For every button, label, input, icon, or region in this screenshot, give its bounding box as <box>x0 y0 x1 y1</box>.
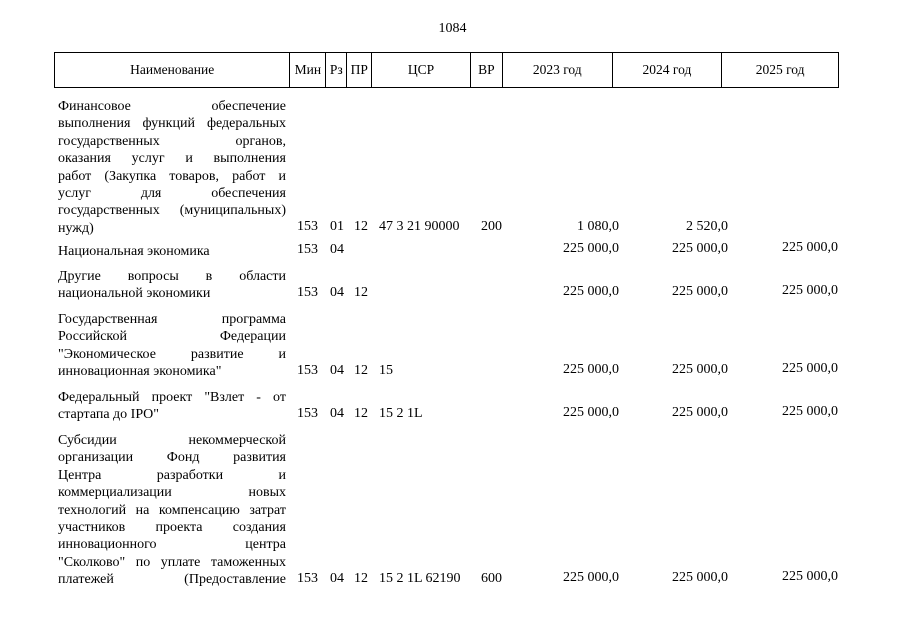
row-2025: 225 000,0 <box>782 404 838 419</box>
header-2023: 2023 год <box>503 53 613 87</box>
row-pr: 12 <box>354 363 368 378</box>
row-2024: 225 000,0 <box>672 241 728 256</box>
header-rz: Рз <box>326 53 347 87</box>
row-name: Финансовое обеспечение выполнения функций федеральных государственных органов, оказания услуг и выполнения работ (Закупка товаров, работ и услуг для обеспечения государственных (муниципальных) нужд) <box>58 99 286 236</box>
row-rz: 04 <box>330 406 344 421</box>
row-2024: 225 000,0 <box>672 284 728 299</box>
row-rz: 04 <box>330 571 344 586</box>
row-2025: 225 000,0 <box>782 240 838 255</box>
row-2023: 225 000,0 <box>563 241 619 256</box>
row-2023: 225 000,0 <box>563 405 619 420</box>
row-2023: 225 000,0 <box>563 570 619 585</box>
header-vr: ВР <box>471 53 503 87</box>
row-name: Государственная программа Российской Федерации "Экономическое развитие и инновационная экономика" <box>58 312 286 380</box>
row-2025: 225 000,0 <box>782 283 838 298</box>
row-2025: 225 000,0 <box>782 361 838 376</box>
row-rz: 01 <box>330 219 344 234</box>
table-row <box>0 268 905 304</box>
table-row <box>0 432 905 592</box>
row-vr: 600 <box>481 571 502 586</box>
row-2023: 1 080,0 <box>577 219 619 234</box>
header-2024: 2024 год <box>613 53 723 87</box>
table-row <box>0 389 905 425</box>
row-name: Другие вопросы в области национальной экономики <box>58 269 286 302</box>
table-header <box>54 52 839 88</box>
header-pr: ПР <box>347 53 372 87</box>
table-row <box>0 311 905 383</box>
row-pr: 12 <box>354 219 368 234</box>
header-csr: ЦСР <box>372 53 471 87</box>
row-csr: 15 2 1L <box>379 406 423 421</box>
row-csr: 15 <box>379 363 393 378</box>
row-2024: 2 520,0 <box>686 219 728 234</box>
row-name: Федеральный проект "Взлет - от стартапа до IPO" <box>58 390 286 423</box>
row-min: 153 <box>297 219 318 234</box>
row-rz: 04 <box>330 285 344 300</box>
table-row <box>0 98 905 238</box>
header-2025: 2025 год <box>755 62 805 77</box>
header-name: Наименование <box>55 53 290 87</box>
row-min: 153 <box>297 242 318 257</box>
header-min: Мин <box>290 53 326 87</box>
row-2023: 225 000,0 <box>563 362 619 377</box>
row-csr: 47 3 21 90000 <box>379 219 460 234</box>
page-number: 1084 <box>438 21 467 36</box>
row-rz: 04 <box>330 242 344 257</box>
row-min: 153 <box>297 571 318 586</box>
row-2023: 225 000,0 <box>563 284 619 299</box>
row-2024: 225 000,0 <box>672 570 728 585</box>
row-pr: 12 <box>354 571 368 586</box>
row-vr: 200 <box>481 219 502 234</box>
row-csr: 15 2 1L 62190 <box>379 571 461 586</box>
row-min: 153 <box>297 406 318 421</box>
row-2025: 225 000,0 <box>782 569 838 584</box>
row-name: Национальная экономика <box>58 244 210 259</box>
row-pr: 12 <box>354 285 368 300</box>
row-2024: 225 000,0 <box>672 405 728 420</box>
row-name: Субсидии некоммерческой организации Фонд развития Центра разработки и коммерциализации новых технологий на компенсацию затрат участников проекта создания инновационного центра "Сколково" по уплате таможенных платежей (Предоставление <box>58 433 286 588</box>
row-min: 153 <box>297 285 318 300</box>
row-2024: 225 000,0 <box>672 362 728 377</box>
table-row <box>0 240 905 265</box>
row-pr: 12 <box>354 406 368 421</box>
row-rz: 04 <box>330 363 344 378</box>
row-min: 153 <box>297 363 318 378</box>
